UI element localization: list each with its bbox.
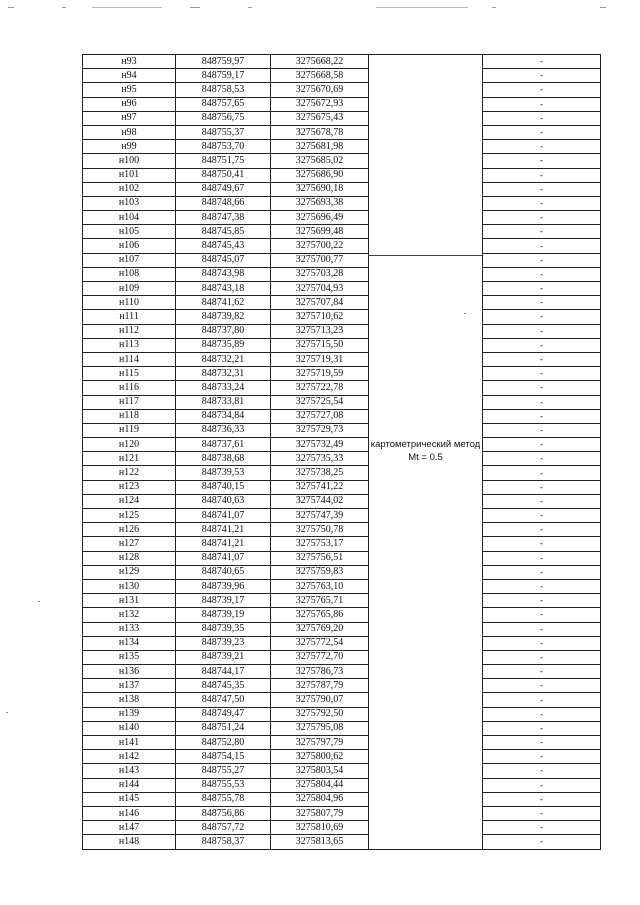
dash-cell: - bbox=[483, 253, 601, 267]
x-coordinate-cell: 848749,67 bbox=[176, 182, 271, 196]
point-name-cell: н99 bbox=[83, 140, 176, 154]
point-name-cell: н123 bbox=[83, 480, 176, 494]
y-coordinate-cell: 3275803,54 bbox=[271, 764, 369, 778]
y-coordinate-cell: 3275715,50 bbox=[271, 338, 369, 352]
y-coordinate-cell: 3275750,78 bbox=[271, 523, 369, 537]
dash-cell: - bbox=[483, 707, 601, 721]
y-coordinate-cell: 3275744,02 bbox=[271, 494, 369, 508]
table-row bbox=[83, 310, 601, 324]
table-row bbox=[83, 367, 601, 381]
x-coordinate-cell: 848745,43 bbox=[176, 239, 271, 253]
x-coordinate-cell: 848732,21 bbox=[176, 352, 271, 366]
table-row bbox=[83, 736, 601, 750]
dash-cell: - bbox=[483, 750, 601, 764]
dash-cell: - bbox=[483, 239, 601, 253]
point-name-cell: н145 bbox=[83, 792, 176, 806]
x-coordinate-cell: 848749,47 bbox=[176, 707, 271, 721]
point-name-cell: н103 bbox=[83, 196, 176, 210]
x-coordinate-cell: 848739,82 bbox=[176, 310, 271, 324]
x-coordinate-cell: 848741,62 bbox=[176, 296, 271, 310]
point-name-cell: н101 bbox=[83, 168, 176, 182]
point-name-cell: н143 bbox=[83, 764, 176, 778]
point-name-cell: н109 bbox=[83, 282, 176, 296]
y-coordinate-cell: 3275763,10 bbox=[271, 579, 369, 593]
table-row bbox=[83, 211, 601, 225]
dash-cell: - bbox=[483, 267, 601, 281]
point-name-cell: н134 bbox=[83, 636, 176, 650]
point-name-cell: н100 bbox=[83, 154, 176, 168]
table-row bbox=[83, 409, 601, 423]
dash-cell: - bbox=[483, 367, 601, 381]
point-name-cell: н94 bbox=[83, 69, 176, 83]
x-coordinate-cell: 848740,15 bbox=[176, 480, 271, 494]
x-coordinate-cell: 848750,41 bbox=[176, 168, 271, 182]
x-coordinate-cell: 848753,70 bbox=[176, 140, 271, 154]
point-name-cell: н115 bbox=[83, 367, 176, 381]
x-coordinate-cell: 848739,21 bbox=[176, 650, 271, 664]
dash-cell: - bbox=[483, 494, 601, 508]
x-coordinate-cell: 848736,33 bbox=[176, 423, 271, 437]
x-coordinate-cell: 848759,17 bbox=[176, 69, 271, 83]
point-name-cell: н147 bbox=[83, 821, 176, 835]
x-coordinate-cell: 848740,65 bbox=[176, 565, 271, 579]
table-row bbox=[83, 452, 601, 466]
dash-cell: - bbox=[483, 636, 601, 650]
y-coordinate-cell: 3275810,69 bbox=[271, 821, 369, 835]
scan-speck bbox=[38, 601, 40, 602]
y-coordinate-cell: 3275719,59 bbox=[271, 367, 369, 381]
point-name-cell: н136 bbox=[83, 665, 176, 679]
dash-cell: - bbox=[483, 594, 601, 608]
coordinates-table-body bbox=[83, 55, 601, 850]
dash-cell: - bbox=[483, 821, 601, 835]
x-coordinate-cell: 848739,35 bbox=[176, 622, 271, 636]
dash-cell: - bbox=[483, 324, 601, 338]
y-coordinate-cell: 3275800,62 bbox=[271, 750, 369, 764]
point-name-cell: н95 bbox=[83, 83, 176, 97]
x-coordinate-cell: 848756,75 bbox=[176, 111, 271, 125]
table-row bbox=[83, 622, 601, 636]
point-name-cell: н113 bbox=[83, 338, 176, 352]
dash-cell: - bbox=[483, 764, 601, 778]
dash-cell: - bbox=[483, 679, 601, 693]
table-row bbox=[83, 721, 601, 735]
scan-speck bbox=[6, 712, 8, 713]
y-coordinate-cell: 3275790,07 bbox=[271, 693, 369, 707]
x-coordinate-cell: 848741,21 bbox=[176, 537, 271, 551]
point-name-cell: н137 bbox=[83, 679, 176, 693]
table-row bbox=[83, 324, 601, 338]
dash-cell: - bbox=[483, 551, 601, 565]
point-name-cell: н111 bbox=[83, 310, 176, 324]
table-row bbox=[83, 438, 601, 452]
table-row bbox=[83, 97, 601, 111]
table-row bbox=[83, 253, 601, 267]
dash-cell: - bbox=[483, 480, 601, 494]
y-coordinate-cell: 3275735,33 bbox=[271, 452, 369, 466]
table-row bbox=[83, 764, 601, 778]
x-coordinate-cell: 848755,27 bbox=[176, 764, 271, 778]
point-name-cell: н104 bbox=[83, 211, 176, 225]
x-coordinate-cell: 848741,07 bbox=[176, 509, 271, 523]
y-coordinate-cell: 3275690,18 bbox=[271, 182, 369, 196]
dash-cell: - bbox=[483, 381, 601, 395]
table-row bbox=[83, 551, 601, 565]
table-row bbox=[83, 338, 601, 352]
point-name-cell: н118 bbox=[83, 409, 176, 423]
scan-header-artifacts bbox=[0, 0, 640, 14]
point-name-cell: н120 bbox=[83, 438, 176, 452]
coordinates-table bbox=[82, 54, 601, 850]
point-name-cell: н96 bbox=[83, 97, 176, 111]
point-name-cell: н135 bbox=[83, 650, 176, 664]
y-coordinate-cell: 3275719,31 bbox=[271, 352, 369, 366]
x-coordinate-cell: 848735,89 bbox=[176, 338, 271, 352]
table-row bbox=[83, 69, 601, 83]
scan-speck bbox=[464, 313, 466, 314]
point-name-cell: н130 bbox=[83, 579, 176, 593]
y-coordinate-cell: 3275699,48 bbox=[271, 225, 369, 239]
dash-cell: - bbox=[483, 97, 601, 111]
x-coordinate-cell: 848748,66 bbox=[176, 196, 271, 210]
x-coordinate-cell: 848739,96 bbox=[176, 579, 271, 593]
dash-cell: - bbox=[483, 296, 601, 310]
dash-cell: - bbox=[483, 395, 601, 409]
dash-cell: - bbox=[483, 537, 601, 551]
x-coordinate-cell: 848743,18 bbox=[176, 282, 271, 296]
table-row bbox=[83, 196, 601, 210]
y-coordinate-cell: 3275807,79 bbox=[271, 806, 369, 820]
table-row bbox=[83, 296, 601, 310]
table-row bbox=[83, 267, 601, 281]
x-coordinate-cell: 848758,37 bbox=[176, 835, 271, 849]
y-coordinate-cell: 3275703,28 bbox=[271, 267, 369, 281]
point-name-cell: н110 bbox=[83, 296, 176, 310]
dash-cell: - bbox=[483, 509, 601, 523]
point-name-cell: н131 bbox=[83, 594, 176, 608]
y-coordinate-cell: 3275681,98 bbox=[271, 140, 369, 154]
y-coordinate-cell: 3275753,17 bbox=[271, 537, 369, 551]
point-name-cell: н116 bbox=[83, 381, 176, 395]
x-coordinate-cell: 848743,98 bbox=[176, 267, 271, 281]
point-name-cell: н114 bbox=[83, 352, 176, 366]
point-name-cell: н146 bbox=[83, 806, 176, 820]
y-coordinate-cell: 3275696,49 bbox=[271, 211, 369, 225]
x-coordinate-cell: 848740,63 bbox=[176, 494, 271, 508]
x-coordinate-cell: 848737,80 bbox=[176, 324, 271, 338]
dash-cell: - bbox=[483, 225, 601, 239]
dash-cell: - bbox=[483, 806, 601, 820]
y-coordinate-cell: 3275685,02 bbox=[271, 154, 369, 168]
table-row bbox=[83, 806, 601, 820]
y-coordinate-cell: 3275670,69 bbox=[271, 83, 369, 97]
table-row bbox=[83, 282, 601, 296]
x-coordinate-cell: 848759,97 bbox=[176, 55, 271, 69]
x-coordinate-cell: 848751,24 bbox=[176, 721, 271, 735]
point-name-cell: н107 bbox=[83, 253, 176, 267]
y-coordinate-cell: 3275738,25 bbox=[271, 466, 369, 480]
dash-cell: - bbox=[483, 438, 601, 452]
x-coordinate-cell: 848755,53 bbox=[176, 778, 271, 792]
y-coordinate-cell: 3275678,78 bbox=[271, 125, 369, 139]
y-coordinate-cell: 3275710,62 bbox=[271, 310, 369, 324]
table-row bbox=[83, 494, 601, 508]
y-coordinate-cell: 3275765,86 bbox=[271, 608, 369, 622]
point-name-cell: н102 bbox=[83, 182, 176, 196]
dash-cell: - bbox=[483, 140, 601, 154]
table-row bbox=[83, 778, 601, 792]
table-row bbox=[83, 509, 601, 523]
y-coordinate-cell: 3275686,90 bbox=[271, 168, 369, 182]
x-coordinate-cell: 848755,78 bbox=[176, 792, 271, 806]
y-coordinate-cell: 3275713,23 bbox=[271, 324, 369, 338]
table-row bbox=[83, 423, 601, 437]
x-coordinate-cell: 848733,24 bbox=[176, 381, 271, 395]
table-row bbox=[83, 140, 601, 154]
method-cell-divider bbox=[368, 255, 482, 256]
point-name-cell: н138 bbox=[83, 693, 176, 707]
dash-cell: - bbox=[483, 622, 601, 636]
x-coordinate-cell: 848739,53 bbox=[176, 466, 271, 480]
point-name-cell: н142 bbox=[83, 750, 176, 764]
dash-cell: - bbox=[483, 579, 601, 593]
y-coordinate-cell: 3275700,22 bbox=[271, 239, 369, 253]
table-row bbox=[83, 537, 601, 551]
y-coordinate-cell: 3275769,20 bbox=[271, 622, 369, 636]
x-coordinate-cell: 848747,38 bbox=[176, 211, 271, 225]
table-row bbox=[83, 480, 601, 494]
dash-cell: - bbox=[483, 409, 601, 423]
y-coordinate-cell: 3275725,54 bbox=[271, 395, 369, 409]
table-row bbox=[83, 381, 601, 395]
dash-cell: - bbox=[483, 523, 601, 537]
dash-cell: - bbox=[483, 778, 601, 792]
table-row bbox=[83, 693, 601, 707]
y-coordinate-cell: 3275759,83 bbox=[271, 565, 369, 579]
x-coordinate-cell: 848755,37 bbox=[176, 125, 271, 139]
x-coordinate-cell: 848739,23 bbox=[176, 636, 271, 650]
x-coordinate-cell: 848751,75 bbox=[176, 154, 271, 168]
x-coordinate-cell: 848733,81 bbox=[176, 395, 271, 409]
point-name-cell: н129 bbox=[83, 565, 176, 579]
table-row bbox=[83, 154, 601, 168]
dash-cell: - bbox=[483, 154, 601, 168]
table-row bbox=[83, 83, 601, 97]
point-name-cell: н108 bbox=[83, 267, 176, 281]
dash-cell: - bbox=[483, 466, 601, 480]
x-coordinate-cell: 848745,07 bbox=[176, 253, 271, 267]
dash-cell: - bbox=[483, 792, 601, 806]
table-row bbox=[83, 750, 601, 764]
y-coordinate-cell: 3275722,78 bbox=[271, 381, 369, 395]
y-coordinate-cell: 3275729,73 bbox=[271, 423, 369, 437]
dash-cell: - bbox=[483, 211, 601, 225]
point-name-cell: н124 bbox=[83, 494, 176, 508]
point-name-cell: н127 bbox=[83, 537, 176, 551]
dash-cell: - bbox=[483, 196, 601, 210]
table-row bbox=[83, 565, 601, 579]
y-coordinate-cell: 3275672,93 bbox=[271, 97, 369, 111]
table-row bbox=[83, 821, 601, 835]
y-coordinate-cell: 3275727,08 bbox=[271, 409, 369, 423]
table-row bbox=[83, 707, 601, 721]
y-coordinate-cell: 3275668,58 bbox=[271, 69, 369, 83]
point-name-cell: н125 bbox=[83, 509, 176, 523]
point-name-cell: н126 bbox=[83, 523, 176, 537]
method-note-cell: картометрический метод Mt = 0.5 bbox=[369, 55, 483, 850]
point-name-cell: н112 bbox=[83, 324, 176, 338]
dash-cell: - bbox=[483, 111, 601, 125]
table-row bbox=[83, 835, 601, 849]
dash-cell: - bbox=[483, 565, 601, 579]
y-coordinate-cell: 3275797,79 bbox=[271, 736, 369, 750]
y-coordinate-cell: 3275741,22 bbox=[271, 480, 369, 494]
table-row bbox=[83, 650, 601, 664]
y-coordinate-cell: 3275795,08 bbox=[271, 721, 369, 735]
table-row bbox=[83, 665, 601, 679]
y-coordinate-cell: 3275707,84 bbox=[271, 296, 369, 310]
point-name-cell: н144 bbox=[83, 778, 176, 792]
dash-cell: - bbox=[483, 83, 601, 97]
table-row bbox=[83, 125, 601, 139]
y-coordinate-cell: 3275693,38 bbox=[271, 196, 369, 210]
y-coordinate-cell: 3275756,51 bbox=[271, 551, 369, 565]
table-row bbox=[83, 352, 601, 366]
y-coordinate-cell: 3275772,70 bbox=[271, 650, 369, 664]
table-row bbox=[83, 636, 601, 650]
table-row bbox=[83, 523, 601, 537]
table-row bbox=[83, 168, 601, 182]
point-name-cell: н133 bbox=[83, 622, 176, 636]
y-coordinate-cell: 3275675,43 bbox=[271, 111, 369, 125]
x-coordinate-cell: 848747,50 bbox=[176, 693, 271, 707]
point-name-cell: н141 bbox=[83, 736, 176, 750]
point-name-cell: н119 bbox=[83, 423, 176, 437]
dash-cell: - bbox=[483, 55, 601, 69]
x-coordinate-cell: 848739,17 bbox=[176, 594, 271, 608]
point-name-cell: н117 bbox=[83, 395, 176, 409]
y-coordinate-cell: 3275786,73 bbox=[271, 665, 369, 679]
x-coordinate-cell: 848741,07 bbox=[176, 551, 271, 565]
table-row bbox=[83, 579, 601, 593]
dash-cell: - bbox=[483, 69, 601, 83]
x-coordinate-cell: 848738,68 bbox=[176, 452, 271, 466]
y-coordinate-cell: 3275804,96 bbox=[271, 792, 369, 806]
table-row bbox=[83, 55, 601, 69]
point-name-cell: н148 bbox=[83, 835, 176, 849]
dash-cell: - bbox=[483, 282, 601, 296]
dash-cell: - bbox=[483, 168, 601, 182]
x-coordinate-cell: 848752,80 bbox=[176, 736, 271, 750]
table-row bbox=[83, 594, 601, 608]
table-row bbox=[83, 792, 601, 806]
point-name-cell: н98 bbox=[83, 125, 176, 139]
dash-cell: - bbox=[483, 182, 601, 196]
y-coordinate-cell: 3275813,65 bbox=[271, 835, 369, 849]
y-coordinate-cell: 3275787,79 bbox=[271, 679, 369, 693]
point-name-cell: н106 bbox=[83, 239, 176, 253]
dash-cell: - bbox=[483, 721, 601, 735]
table-row bbox=[83, 608, 601, 622]
dash-cell: - bbox=[483, 693, 601, 707]
x-coordinate-cell: 848734,84 bbox=[176, 409, 271, 423]
x-coordinate-cell: 848745,85 bbox=[176, 225, 271, 239]
table-row bbox=[83, 679, 601, 693]
y-coordinate-cell: 3275700,77 bbox=[271, 253, 369, 267]
point-name-cell: н97 bbox=[83, 111, 176, 125]
point-name-cell: н122 bbox=[83, 466, 176, 480]
table-row bbox=[83, 225, 601, 239]
dash-cell: - bbox=[483, 338, 601, 352]
x-coordinate-cell: 848732,31 bbox=[176, 367, 271, 381]
y-coordinate-cell: 3275732,49 bbox=[271, 438, 369, 452]
table-row bbox=[83, 466, 601, 480]
dash-cell: - bbox=[483, 310, 601, 324]
x-coordinate-cell: 848744,17 bbox=[176, 665, 271, 679]
point-name-cell: н128 bbox=[83, 551, 176, 565]
y-coordinate-cell: 3275747,39 bbox=[271, 509, 369, 523]
x-coordinate-cell: 848737,61 bbox=[176, 438, 271, 452]
dash-cell: - bbox=[483, 125, 601, 139]
x-coordinate-cell: 848739,19 bbox=[176, 608, 271, 622]
point-name-cell: н139 bbox=[83, 707, 176, 721]
dash-cell: - bbox=[483, 835, 601, 849]
dash-cell: - bbox=[483, 665, 601, 679]
x-coordinate-cell: 848757,72 bbox=[176, 821, 271, 835]
point-name-cell: н93 bbox=[83, 55, 176, 69]
dash-cell: - bbox=[483, 650, 601, 664]
x-coordinate-cell: 848745,35 bbox=[176, 679, 271, 693]
x-coordinate-cell: 848754,15 bbox=[176, 750, 271, 764]
dash-cell: - bbox=[483, 736, 601, 750]
table-row bbox=[83, 182, 601, 196]
y-coordinate-cell: 3275765,71 bbox=[271, 594, 369, 608]
dash-cell: - bbox=[483, 352, 601, 366]
table-row bbox=[83, 239, 601, 253]
point-name-cell: н140 bbox=[83, 721, 176, 735]
table-row bbox=[83, 395, 601, 409]
table-row bbox=[83, 111, 601, 125]
y-coordinate-cell: 3275704,93 bbox=[271, 282, 369, 296]
y-coordinate-cell: 3275668,22 bbox=[271, 55, 369, 69]
y-coordinate-cell: 3275792,50 bbox=[271, 707, 369, 721]
x-coordinate-cell: 848758,53 bbox=[176, 83, 271, 97]
dash-cell: - bbox=[483, 608, 601, 622]
point-name-cell: н105 bbox=[83, 225, 176, 239]
point-name-cell: н132 bbox=[83, 608, 176, 622]
x-coordinate-cell: 848756,86 bbox=[176, 806, 271, 820]
dash-cell: - bbox=[483, 423, 601, 437]
y-coordinate-cell: 3275804,44 bbox=[271, 778, 369, 792]
dash-cell: - bbox=[483, 452, 601, 466]
y-coordinate-cell: 3275772,54 bbox=[271, 636, 369, 650]
x-coordinate-cell: 848757,65 bbox=[176, 97, 271, 111]
point-name-cell: н121 bbox=[83, 452, 176, 466]
x-coordinate-cell: 848741,21 bbox=[176, 523, 271, 537]
